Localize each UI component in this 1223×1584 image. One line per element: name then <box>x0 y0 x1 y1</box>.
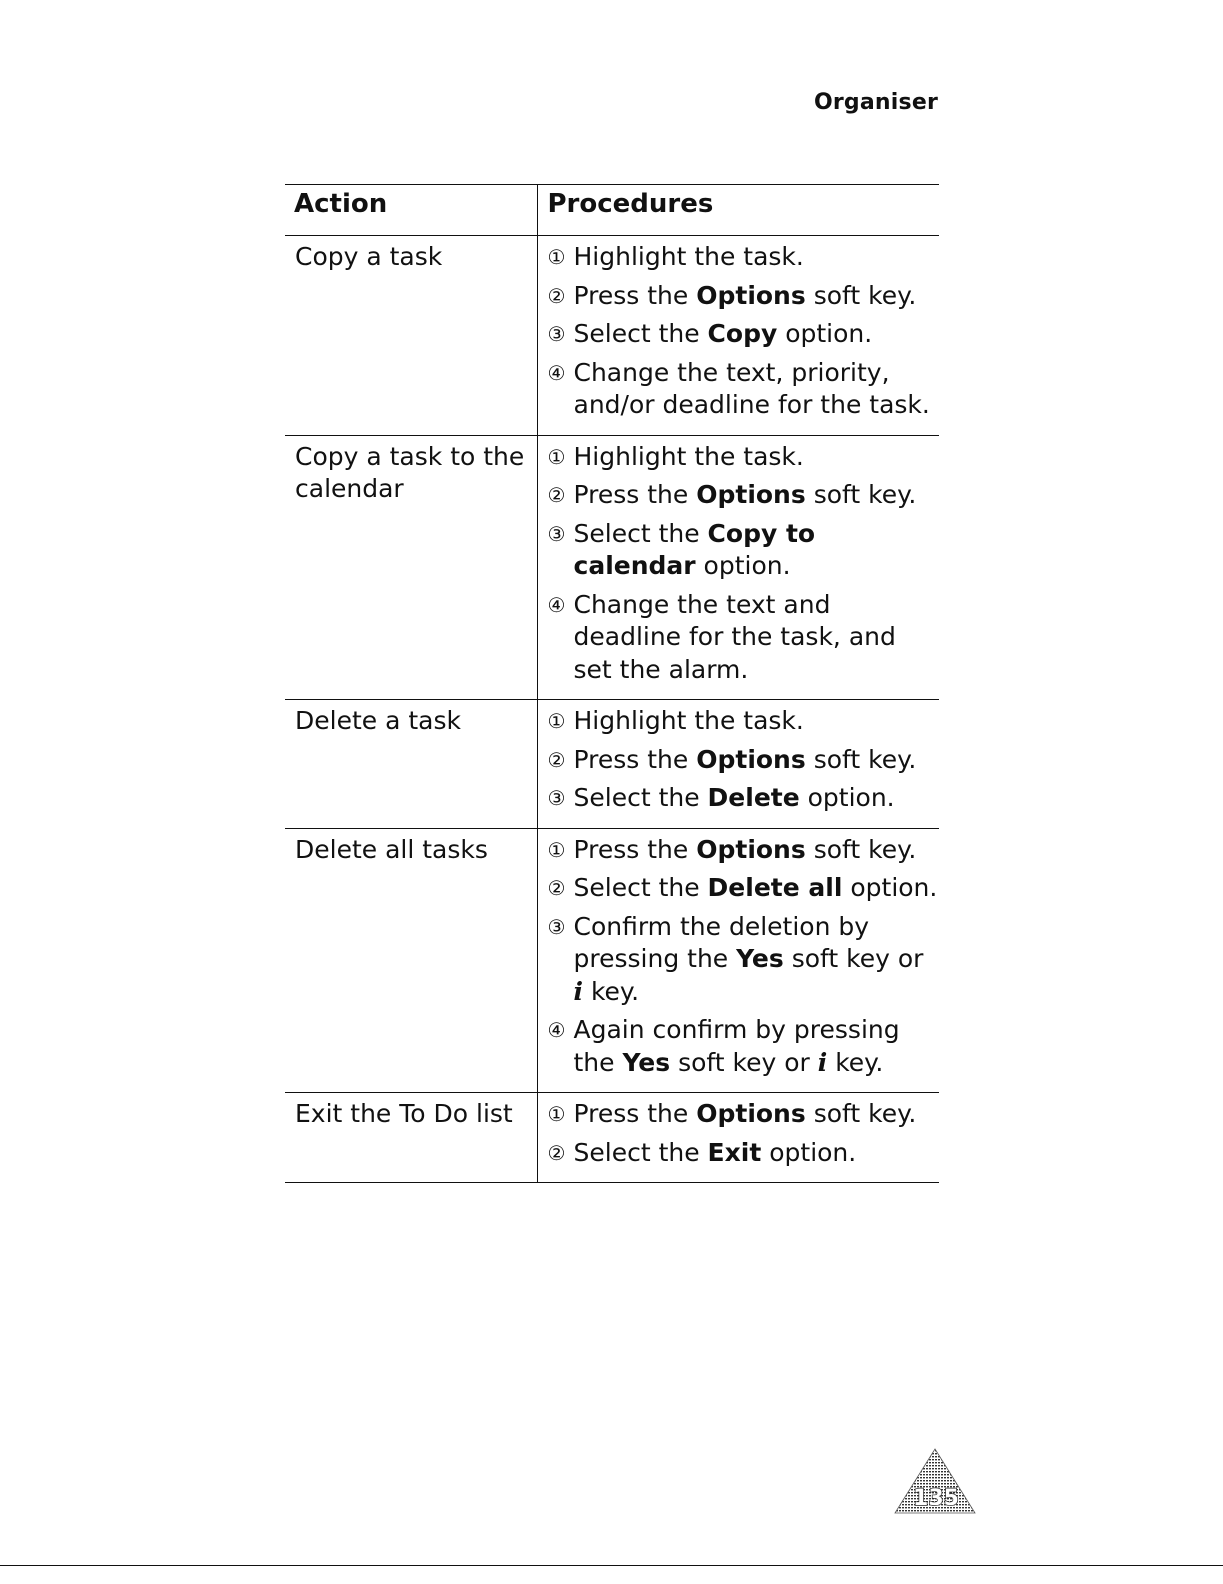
table-row <box>285 236 939 436</box>
step-number: ① <box>547 1102 566 1126</box>
procedures-table <box>285 184 939 1183</box>
action-cell: Delete a task <box>285 700 537 829</box>
procedure-step <box>548 1098 940 1131</box>
step-text: Press the <box>573 834 697 864</box>
procedure-step <box>548 744 940 777</box>
step-text: soft key. <box>805 280 917 310</box>
info-key-icon: i <box>817 1047 828 1077</box>
procedure-step <box>548 318 940 351</box>
step-text: Select the <box>573 873 708 902</box>
step-number: ② <box>547 876 566 900</box>
step-text: soft key. <box>805 834 917 864</box>
step-number: ④ <box>547 1018 566 1042</box>
step-number: ② <box>547 1140 566 1165</box>
step-text-bold: Yes <box>622 1047 671 1077</box>
table-row <box>285 1093 939 1183</box>
page-number-badge <box>893 1447 977 1515</box>
step-text: option. <box>842 873 938 902</box>
step-number: ③ <box>547 322 566 346</box>
step-text: Highlight the task. <box>573 242 804 271</box>
procedure-step <box>548 357 940 422</box>
procedure-step <box>548 782 940 815</box>
procedure-step <box>548 1014 940 1079</box>
step-text: option. <box>777 319 873 348</box>
column-header-procedures: Procedures <box>537 185 939 236</box>
step-text: Press the <box>573 1099 697 1128</box>
step-text-bold: Exit <box>707 1137 762 1167</box>
step-number: ① <box>547 245 566 269</box>
step-text: soft key. <box>805 744 917 774</box>
step-number: ② <box>547 747 566 772</box>
step-text: Press the <box>573 280 697 310</box>
step-text: Select the <box>573 783 708 812</box>
step-text-bold: Yes <box>736 944 784 973</box>
procedure-step <box>548 705 940 738</box>
step-text: Press the <box>573 744 697 774</box>
table-row <box>285 700 939 829</box>
step-text-bold: Options <box>696 834 806 864</box>
table-header-row <box>285 185 939 236</box>
step-text: Highlight the task. <box>573 441 804 471</box>
step-text-bold: Copy <box>707 319 778 348</box>
step-number: ③ <box>547 914 566 939</box>
step-text: key. <box>827 1047 884 1077</box>
step-text-bold: Delete all <box>707 873 843 902</box>
procedure-cell <box>537 435 939 700</box>
page-number: 135 <box>913 1486 959 1511</box>
procedure-cell <box>537 700 939 829</box>
procedure-step <box>548 834 940 867</box>
step-text: Change the text and deadline for the task, and set the alarm. <box>573 589 896 684</box>
step-text: soft key or <box>670 1047 818 1077</box>
step-text: option. <box>799 783 895 812</box>
step-number: ① <box>547 444 566 469</box>
step-text: Highlight the task. <box>573 706 804 735</box>
step-number: ③ <box>547 786 566 810</box>
procedure-step <box>548 479 940 512</box>
step-text-bold: Options <box>696 280 806 310</box>
page-bottom-rule <box>0 1565 1223 1566</box>
procedure-step <box>548 589 940 687</box>
step-text: soft key or <box>783 944 924 973</box>
procedure-cell <box>537 828 939 1093</box>
procedure-step <box>548 241 940 274</box>
table-row <box>285 828 939 1093</box>
step-text: key. <box>583 976 640 1006</box>
step-text: Select the <box>573 319 708 348</box>
action-cell: Exit the To Do list <box>285 1093 537 1183</box>
step-text: soft key. <box>805 480 917 509</box>
step-text: Select the <box>573 1137 708 1167</box>
step-text: Select the <box>573 518 708 548</box>
step-text-bold: Options <box>696 744 806 774</box>
procedure-step <box>548 1137 940 1170</box>
action-cell: Copy a task to the calendar <box>285 435 537 700</box>
procedure-step <box>548 872 940 905</box>
step-text: soft key. <box>805 1099 917 1128</box>
procedure-step <box>548 441 940 474</box>
action-cell: Delete all tasks <box>285 828 537 1093</box>
procedure-step <box>548 911 940 1009</box>
step-number: ② <box>547 283 566 308</box>
step-text-bold: Options <box>696 480 806 509</box>
step-text-bold: Delete <box>707 783 800 812</box>
column-header-action: Action <box>285 185 537 236</box>
table-row <box>285 435 939 700</box>
info-key-icon: i <box>573 976 583 1006</box>
step-number: ② <box>547 483 566 507</box>
running-header: Organiser <box>813 90 938 115</box>
procedure-step <box>548 518 940 583</box>
step-text: Press the <box>573 480 697 509</box>
step-text: option. <box>695 551 791 580</box>
step-text: Confirm the deletion by pressing the <box>573 911 870 973</box>
step-number: ④ <box>547 592 566 617</box>
step-number: ① <box>547 837 566 862</box>
step-text-bold: Copy to calendar <box>573 518 816 580</box>
step-number: ③ <box>547 521 566 546</box>
step-number: ① <box>547 709 566 733</box>
procedure-step <box>548 280 940 313</box>
action-cell: Copy a task <box>285 236 537 436</box>
procedure-cell <box>537 1093 939 1183</box>
step-text: Change the text, priority, and/or deadline for the task. <box>573 357 930 419</box>
step-text-bold: Options <box>696 1099 806 1128</box>
step-number: ④ <box>547 360 566 385</box>
procedure-cell <box>537 236 939 436</box>
step-text: option. <box>761 1137 857 1167</box>
step-text: Again confirm by pressing the <box>573 1015 900 1077</box>
